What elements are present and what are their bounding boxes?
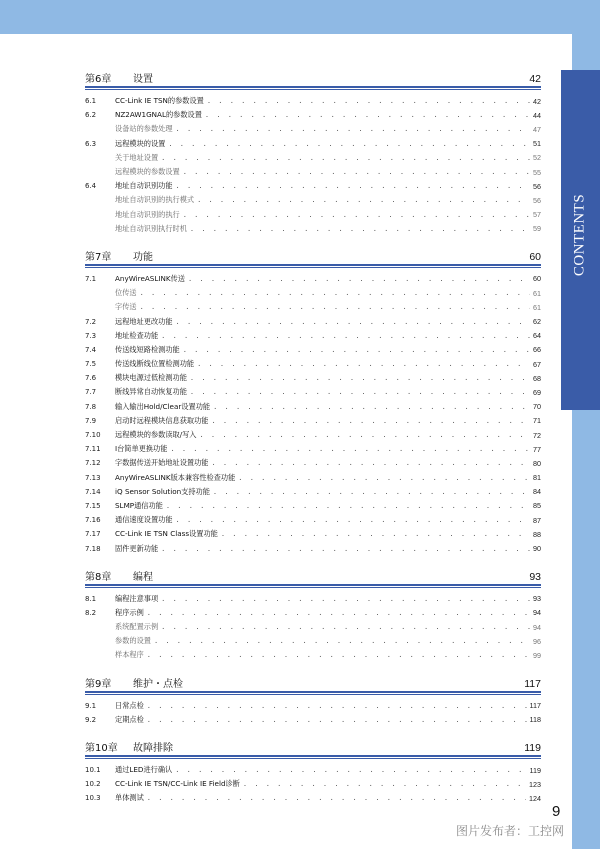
toc-entry[interactable] <box>85 179 541 193</box>
toc-entry[interactable] <box>85 343 541 357</box>
toc-subentry[interactable] <box>85 165 541 179</box>
entry-title: 通信速度设置功能 <box>115 515 173 525</box>
dot-leader <box>168 140 530 148</box>
chapter-page: 117 <box>524 677 541 690</box>
entry-title: 日常点检 <box>115 700 144 710</box>
chapter-rule <box>85 691 541 695</box>
entry-page: 67 <box>533 359 541 369</box>
entry-page: 123 <box>529 779 541 789</box>
entry-page: 57 <box>533 210 541 220</box>
chapter-gap <box>85 556 541 564</box>
toc-entry[interactable] <box>85 371 541 385</box>
entry-page: 61 <box>533 302 541 312</box>
entry-title: 设备站的参数处理 <box>115 124 173 134</box>
entry-number: 8.1 <box>85 594 97 603</box>
toc-subentry[interactable] <box>85 151 541 165</box>
toc-entry[interactable] <box>85 456 541 470</box>
entry-page: 51 <box>533 139 541 149</box>
toc-subentry[interactable] <box>85 208 541 222</box>
entry-title: 传送线短路检测功能 <box>115 344 180 354</box>
toc-subentry[interactable] <box>85 122 541 136</box>
dot-leader <box>243 780 526 788</box>
entry-title: 地址检查功能 <box>115 330 159 340</box>
entry-title: 系统配置示例 <box>115 622 159 632</box>
chapter-title: 编程 <box>133 571 153 583</box>
chapter-heading[interactable] <box>85 671 541 690</box>
dot-leader <box>147 794 526 802</box>
entry-number: 7.16 <box>85 516 101 525</box>
toc-subentry[interactable] <box>85 193 541 207</box>
dot-leader <box>190 225 530 233</box>
toc-entry[interactable] <box>85 513 541 527</box>
entry-title: 单体测试 <box>115 793 144 803</box>
chapter-section <box>85 671 541 727</box>
entry-page: 71 <box>533 416 541 426</box>
toc-entry[interactable] <box>85 272 541 286</box>
entry-page: 119 <box>529 765 541 775</box>
dot-leader <box>197 196 530 204</box>
entry-number: 6.2 <box>85 111 97 120</box>
entry-page: 94 <box>533 608 541 618</box>
toc-entry[interactable] <box>85 592 541 606</box>
entry-page: 56 <box>533 195 541 205</box>
entry-page: 60 <box>533 274 541 284</box>
dot-leader <box>211 417 530 425</box>
dot-leader <box>221 530 530 538</box>
entry-page: 124 <box>529 793 541 803</box>
entry-title: 地址自动识别执行时机 <box>115 223 187 233</box>
entry-title: 参数的设置 <box>115 636 151 646</box>
entry-page: 66 <box>533 345 541 355</box>
dot-leader <box>213 403 530 411</box>
entry-number: 7.6 <box>85 374 97 383</box>
entry-page: 85 <box>533 501 541 511</box>
chapter-section <box>85 66 541 236</box>
entry-page: 96 <box>533 636 541 646</box>
entry-title: 编程注意事项 <box>115 593 159 603</box>
toc-subentry[interactable] <box>85 300 541 314</box>
table-of-contents <box>85 66 541 806</box>
chapter-gap <box>85 727 541 735</box>
dot-leader <box>147 609 530 617</box>
dot-leader <box>183 168 530 176</box>
dot-leader <box>161 595 530 603</box>
entry-number: 7.17 <box>85 530 101 539</box>
entry-title: 定期点检 <box>115 714 144 724</box>
entry-page: 56 <box>533 181 541 191</box>
toc-subentry[interactable] <box>85 620 541 634</box>
chapter-page: 42 <box>529 73 541 85</box>
entry-title: 关于地址设置 <box>115 152 159 162</box>
chapter-page: 60 <box>529 250 541 263</box>
toc-entry[interactable] <box>85 527 541 541</box>
chapter-rule <box>85 86 541 90</box>
entry-page: 88 <box>533 529 541 539</box>
dot-leader <box>176 182 530 190</box>
chapter-heading[interactable] <box>85 735 541 754</box>
dot-leader <box>170 445 530 453</box>
chapter-page: 119 <box>524 741 541 754</box>
toc-entry[interactable] <box>85 108 541 122</box>
toc-entry[interactable] <box>85 499 541 513</box>
dot-leader <box>190 374 530 382</box>
dot-leader <box>176 125 530 133</box>
entry-title: 模块电源过低检测功能 <box>115 373 187 383</box>
entry-page: 62 <box>533 317 541 327</box>
toc-entry[interactable] <box>85 606 541 620</box>
entry-page: 52 <box>533 153 541 163</box>
dot-leader <box>213 488 530 496</box>
chapter-section <box>85 564 541 663</box>
chapter-heading[interactable] <box>85 564 541 583</box>
entry-title: 远程模块的设置 <box>115 138 166 148</box>
chapter-gap <box>85 236 541 244</box>
dot-leader <box>161 154 530 162</box>
dot-leader <box>238 474 530 482</box>
toc-entry[interactable] <box>85 137 541 151</box>
entry-title: 传送线断线位置检测功能 <box>115 359 195 369</box>
dot-leader <box>176 318 530 326</box>
entry-number: 9.1 <box>85 701 97 710</box>
chapter-title: 故障排除 <box>133 742 173 754</box>
entry-title: iQ Sensor Solution支持功能 <box>115 486 210 496</box>
chapter-title: 维护・点检 <box>133 678 183 690</box>
entry-title: NZ2AW1GNAL的参数设置 <box>115 110 202 120</box>
dot-leader <box>147 716 527 724</box>
entry-title: 程序示例 <box>115 607 144 617</box>
chapter-number: 第8章 <box>85 571 112 583</box>
entry-page: 64 <box>533 331 541 341</box>
entry-page: 68 <box>533 373 541 383</box>
entry-title: 远程模块的参数读取/写入 <box>115 430 197 440</box>
toc-entry[interactable] <box>85 485 541 499</box>
entry-number: 7.13 <box>85 473 101 482</box>
entry-number: 7.12 <box>85 459 101 468</box>
entry-title: 启动时远程模块信息获取功能 <box>115 415 209 425</box>
entry-title: I台简单更换功能 <box>115 444 168 454</box>
entry-title: 字数据传送开始地址设置功能 <box>115 458 209 468</box>
chapter-number: 第6章 <box>85 74 112 85</box>
dot-leader <box>207 97 530 105</box>
dot-leader <box>205 111 530 119</box>
toc-entry[interactable] <box>85 428 541 442</box>
dot-leader <box>140 303 530 311</box>
entry-page: 118 <box>529 715 541 725</box>
toc-entry[interactable] <box>85 442 541 456</box>
toc-subentry[interactable] <box>85 648 541 662</box>
entry-number: 7.10 <box>85 431 101 440</box>
chapter-section <box>85 735 541 806</box>
entry-page: 77 <box>533 444 541 454</box>
entry-page: 69 <box>533 387 541 397</box>
toc-entry[interactable] <box>85 763 541 777</box>
contents-label: CONTENTS <box>571 193 588 277</box>
entry-number: 7.8 <box>85 402 97 411</box>
dot-leader <box>211 459 530 467</box>
toc-subentry[interactable] <box>85 634 541 648</box>
chapter-number: 第7章 <box>85 251 112 263</box>
entry-title: 位传送 <box>115 288 137 298</box>
entry-number: 7.7 <box>85 388 97 397</box>
entry-page: 61 <box>533 288 541 298</box>
entry-number: 9.2 <box>85 715 97 724</box>
entry-title: 字传送 <box>115 302 137 312</box>
dot-leader <box>183 211 530 219</box>
dot-leader <box>161 545 530 553</box>
entry-title: 地址自动识别的执行 <box>115 209 180 219</box>
chapter-gap <box>85 663 541 671</box>
entry-number: 10.1 <box>85 766 101 775</box>
dot-leader <box>161 332 530 340</box>
entry-page: 55 <box>533 167 541 177</box>
chapter-title: 功能 <box>133 251 153 263</box>
dot-leader <box>200 431 531 439</box>
dot-leader <box>166 502 530 510</box>
entry-page: 93 <box>533 594 541 604</box>
entry-title: 样本程序 <box>115 650 144 660</box>
dot-leader <box>190 388 530 396</box>
entry-title: SLMP通信功能 <box>115 500 163 510</box>
entry-title: CC-Link IE TSN Class设置功能 <box>115 529 218 539</box>
entry-title: 固件更新功能 <box>115 543 159 553</box>
dot-leader <box>147 702 527 710</box>
entry-page: 42 <box>533 96 541 106</box>
dot-leader <box>140 289 530 297</box>
entry-title: CC-Link IE TSN的参数设置 <box>115 96 204 106</box>
entry-number: 7.18 <box>85 544 101 553</box>
entry-page: 81 <box>533 473 541 483</box>
dot-leader <box>154 637 530 645</box>
toc-subentry[interactable] <box>85 286 541 300</box>
chapter-rule <box>85 584 541 588</box>
toc-entry[interactable] <box>85 541 541 555</box>
entry-title: 输入输出Hold/Clear设置功能 <box>115 401 211 411</box>
entry-title: 通过LED进行确认 <box>115 765 173 775</box>
toc-subentry[interactable] <box>85 222 541 236</box>
toc-entry[interactable] <box>85 699 541 713</box>
entry-title: CC-Link IE TSN/CC-Link IE Field诊断 <box>115 779 240 789</box>
entry-number: 7.14 <box>85 487 101 496</box>
chapter-rule <box>85 264 541 268</box>
entry-title: AnyWireASLINK版本兼容性检查功能 <box>115 472 236 482</box>
toc-entry[interactable] <box>85 385 541 399</box>
entry-number: 7.1 <box>85 274 97 283</box>
entry-page: 90 <box>533 544 541 554</box>
dot-leader <box>188 275 530 283</box>
chapter-heading[interactable] <box>85 244 541 263</box>
entry-page: 87 <box>533 515 541 525</box>
entry-number: 7.5 <box>85 360 97 369</box>
toc-entry[interactable] <box>85 414 541 428</box>
entry-page: 44 <box>533 110 541 120</box>
entry-number: 7.2 <box>85 317 97 326</box>
chapter-rule <box>85 755 541 759</box>
entry-page: 80 <box>533 458 541 468</box>
dot-leader <box>197 360 530 368</box>
entry-number: 10.2 <box>85 780 101 789</box>
toc-entry[interactable] <box>85 471 541 485</box>
entry-title: 远程模块的参数设置 <box>115 167 180 177</box>
entry-page: 117 <box>529 701 541 711</box>
entry-page: 70 <box>533 402 541 412</box>
chapter-page: 93 <box>529 570 541 583</box>
entry-page: 59 <box>533 224 541 234</box>
toc-entry[interactable] <box>85 94 541 108</box>
top-band <box>0 0 600 34</box>
page-number: 9 <box>552 803 561 820</box>
dot-leader <box>147 651 530 659</box>
entry-title: 地址自动识别的执行模式 <box>115 195 195 205</box>
toc-entry[interactable] <box>85 314 541 328</box>
chapter-title: 设置 <box>133 74 153 85</box>
dot-leader <box>175 766 526 774</box>
entry-page: 47 <box>533 124 541 134</box>
chapter-number: 第10章 <box>85 742 118 754</box>
chapter-heading[interactable] <box>85 66 541 85</box>
entry-number: 7.15 <box>85 501 101 510</box>
toc-entry[interactable] <box>85 791 541 805</box>
entry-title: 远程地址更改功能 <box>115 316 173 326</box>
watermark: 图片发布者：工控网 <box>456 824 565 838</box>
dot-leader <box>183 346 530 354</box>
toc-entry[interactable] <box>85 329 541 343</box>
entry-number: 6.3 <box>85 139 97 148</box>
entry-title: AnyWireASLINK传送 <box>115 273 185 283</box>
entry-page: 84 <box>533 487 541 497</box>
entry-page: 99 <box>533 650 541 660</box>
chapter-section <box>85 244 541 556</box>
entry-title: 断线异常自动恢复功能 <box>115 387 187 397</box>
entry-number: 7.3 <box>85 331 97 340</box>
entry-number: 7.4 <box>85 345 97 354</box>
entry-number: 8.2 <box>85 608 97 617</box>
dot-leader <box>161 623 530 631</box>
chapter-number: 第9章 <box>85 678 112 690</box>
toc-entry[interactable] <box>85 713 541 727</box>
toc-entry[interactable] <box>85 357 541 371</box>
dot-leader <box>176 516 530 524</box>
entry-number: 7.9 <box>85 416 97 425</box>
entry-number: 10.3 <box>85 794 101 803</box>
entry-page: 72 <box>533 430 541 440</box>
toc-entry[interactable] <box>85 777 541 791</box>
entry-number: 6.1 <box>85 97 97 106</box>
entry-page: 94 <box>533 622 541 632</box>
entry-number: 7.11 <box>85 445 101 454</box>
entry-title: 地址自动识别功能 <box>115 181 173 191</box>
toc-entry[interactable] <box>85 400 541 414</box>
entry-number: 6.4 <box>85 182 97 191</box>
